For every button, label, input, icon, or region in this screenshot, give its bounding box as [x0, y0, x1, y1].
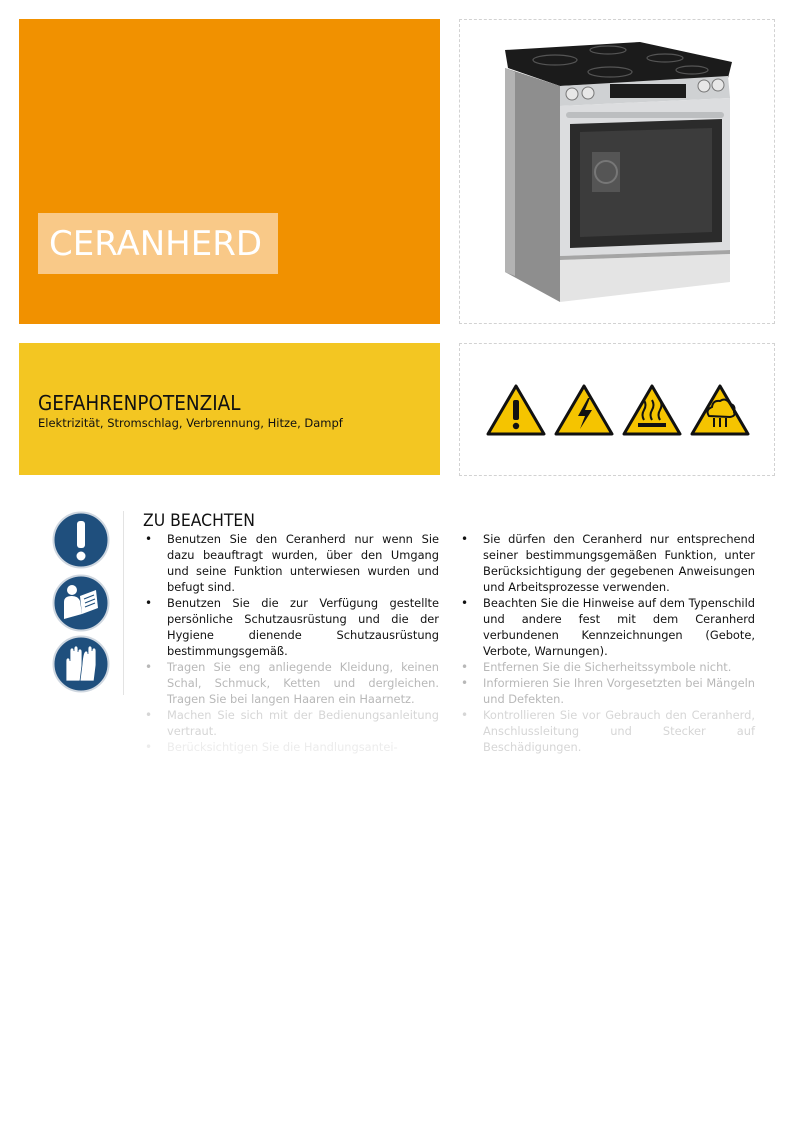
steam-warning-icon [690, 384, 750, 436]
list-item: • Kontrollieren Sie vor Gebrauch den Ceranherd, Anschlussleitung und Stecker auf Beschädigungen. [459, 707, 755, 755]
hazard-panel [19, 343, 440, 475]
list-item: • Machen Sie sich mit der Bedienungsanleitung vertraut. [143, 707, 439, 739]
list-item: • Berücksichtigen Sie die Handlungsantei- [143, 739, 439, 755]
list-item: • Tragen Sie eng anliegende Kleidung, keinen Schal, Schmuck, Ketten und dergleichen. Tragen Sie bei langen Haaren ein Haarnetz. [143, 659, 439, 707]
hazard-title: GEFAHRENPOTENZIAL [38, 391, 241, 415]
page-title: CERANHERD [49, 224, 263, 264]
mandatory-exclamation-icon [52, 511, 110, 569]
list-item: • Entfernen Sie die Sicherheitssymbole nicht. [459, 659, 755, 675]
notes-heading: ZU BEACHTEN [143, 511, 255, 531]
notes-column-right [459, 531, 755, 755]
product-image-frame [459, 19, 775, 324]
list-item: • Sie dürfen den Ceranherd nur entsprechend seiner bestimmungsgemäßen Funktion, unter Berücksichtigung der gegebenen Anweisungen und Arbeitsprozesse verwenden. [459, 531, 755, 595]
general-warning-icon [486, 384, 546, 436]
title-panel [19, 19, 440, 324]
warning-signs-frame [459, 343, 775, 476]
electric-range-icon [460, 20, 774, 323]
title-box [38, 213, 278, 274]
notes-column-left [143, 531, 439, 755]
list-item: • Beachten Sie die Hinweise auf dem Typenschild und andere fest mit dem Ceranherd verbundenen Kennzeichnungen (Gebote, Verbote, Warnungen). [459, 595, 755, 659]
list-item: • Benutzen Sie den Ceranherd nur wenn Sie dazu beauftragt wurden, über den Umgang und seine Funktion unterwiesen wurden und befugt sind. [143, 531, 439, 595]
list-item: • Benutzen Sie die zur Verfügung gestellte persönliche Schutzausrüstung und die der Hygiene dienende Schutzausrüstung bestimmungsgemäß. [143, 595, 439, 659]
column-separator [123, 511, 124, 695]
high-voltage-icon [554, 384, 614, 436]
protective-gloves-icon [52, 635, 110, 693]
hazard-subtitle: Elektrizität, Stromschlag, Verbrennung, Hitze, Dampf [38, 416, 343, 430]
read-manual-icon [52, 574, 110, 632]
hot-surface-icon [622, 384, 682, 436]
list-item: • Informieren Sie Ihren Vorgesetzten bei Mängeln und Defekten. [459, 675, 755, 707]
